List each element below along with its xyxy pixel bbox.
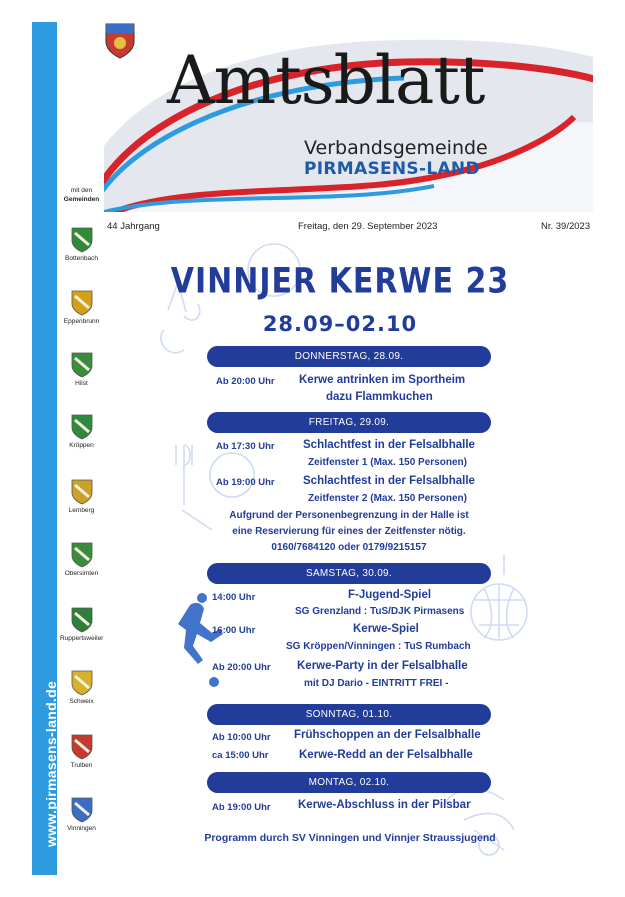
- crest-icon: [71, 227, 93, 253]
- event-saturday-1-line1: F-Jugend-Spiel: [348, 589, 432, 601]
- municipality-hilst[interactable]: [60, 352, 103, 387]
- time-friday-2: Ab 19:00 Uhr: [216, 477, 275, 488]
- time-sunday-2: ca 15:00 Uhr: [212, 750, 269, 761]
- event-title: VINNJER KERWE 23: [170, 261, 510, 302]
- heading-line1: mit den: [70, 187, 93, 194]
- crest-icon: [71, 479, 93, 505]
- municipality-label: Kröppen: [69, 442, 94, 449]
- event-sunday-1: Frühschoppen an der Felsalbhalle: [294, 729, 481, 741]
- event-saturday-2-line2: SG Kröppen/Vinningen : TuS Rumbach: [286, 641, 471, 652]
- crest-icon: [71, 414, 93, 440]
- municipality-label: Trulben: [70, 762, 93, 769]
- municipality-label: Hilst: [75, 380, 88, 387]
- day-bar-sunday: SONNTAG, 01.10.: [207, 704, 491, 725]
- subtitle-verbandsgemeinde: Verbandsgemeinde: [304, 137, 488, 159]
- time-saturday-1: 14:00 Uhr: [212, 592, 256, 603]
- event-friday-2-line2: Zeitfenster 2 (Max. 150 Personen): [308, 493, 467, 504]
- event-dates: 28.09–02.10: [262, 312, 418, 336]
- time-saturday-3: Ab 20:00 Uhr: [212, 662, 271, 673]
- time-monday-1: Ab 19:00 Uhr: [212, 802, 271, 813]
- municipalities-heading: [60, 186, 103, 204]
- municipality-label: Obersimten: [64, 570, 99, 577]
- crest-icon: [71, 542, 93, 568]
- municipality-label: Schweix: [69, 698, 94, 705]
- day-bar-saturday: SAMSTAG, 30.09.: [207, 563, 491, 584]
- municipality-lemberg[interactable]: [60, 479, 103, 514]
- issue-number: Nr. 39/2023: [541, 221, 591, 232]
- event-friday-1-line2: Zeitfenster 1 (Max. 150 Personen): [308, 457, 467, 468]
- municipality-eppenbrunn[interactable]: [60, 290, 103, 325]
- municipality-label: Eppenbrunn: [63, 318, 100, 325]
- municipality-trulben[interactable]: [60, 734, 103, 769]
- municipality-label: Ruppertsweiler: [60, 635, 104, 642]
- municipalities-column: [60, 22, 103, 875]
- day-bar-monday: MONTAG, 02.10.: [207, 772, 491, 793]
- masthead: [104, 22, 593, 212]
- crest-icon: [71, 797, 93, 823]
- subtitle-pirmasens-land: PIRMASENS-LAND: [304, 159, 480, 179]
- event-thursday-line1: Kerwe antrinken im Sportheim: [299, 374, 466, 386]
- event-saturday-3-line1: Kerwe-Party in der Felsalbhalle: [297, 660, 468, 672]
- event-saturday-2-line1: Kerwe-Spiel: [353, 623, 419, 635]
- crest-icon: [71, 290, 93, 316]
- time-friday-1: Ab 17:30 Uhr: [216, 441, 275, 452]
- website-url[interactable]: [32, 22, 57, 875]
- municipality-ruppertsweiler[interactable]: [60, 607, 103, 642]
- event-sunday-2: Kerwe-Redd an der Felsalbhalle: [299, 749, 473, 761]
- time-saturday-2: 16:00 Uhr: [212, 625, 256, 636]
- time-thursday: Ab 20:00 Uhr: [216, 376, 275, 387]
- municipality-bottenbach[interactable]: [60, 227, 103, 262]
- municipality-obersimten[interactable]: [60, 542, 103, 577]
- day-bar-thursday: DONNERSTAG, 28.09.: [207, 346, 491, 367]
- day-bar-friday: FREITAG, 29.09.: [207, 412, 491, 433]
- reservation-phone: 0160/7684120 oder 0179/9215157: [271, 542, 427, 553]
- event-saturday-3-line2: mit DJ Dario - EINTRITT FREI -: [304, 678, 449, 689]
- municipality-label: Vinningen: [67, 825, 96, 832]
- website-url-text: www.pirmasens-land.de: [42, 680, 59, 847]
- municipality-kröppen[interactable]: [60, 414, 103, 449]
- reservation-note-line2: eine Reservierung für eines der Zeitfenster nötig.: [232, 526, 466, 537]
- event-monday-1: Kerwe-Abschluss in der Pilsbar: [298, 799, 471, 811]
- event-thursday-line2: dazu Flammkuchen: [326, 391, 433, 403]
- volume-label: 44 Jahrgang: [107, 221, 160, 232]
- event-friday-1-line1: Schlachtfest in der Felsalbhalle: [303, 439, 475, 451]
- crest-icon: [71, 607, 93, 633]
- reservation-note-line1: Aufgrund der Personenbegrenzung in der Halle ist: [229, 510, 469, 521]
- event-friday-2-line1: Schlachtfest in der Felsalbhalle: [303, 475, 475, 487]
- crest-icon: [71, 734, 93, 760]
- heading-line2: Gemeinden: [63, 196, 100, 203]
- crest-icon: [71, 352, 93, 378]
- event-saturday-1-line2: SG Grenzland : TuS/DJK Pirmasens: [295, 606, 465, 617]
- municipality-label: Bottenbach: [65, 255, 98, 262]
- publication-title: Amtsblatt: [167, 42, 485, 119]
- issue-date: Freitag, den 29. September 2023: [298, 221, 438, 232]
- time-sunday-1: Ab 10:00 Uhr: [212, 732, 271, 743]
- crest-icon: [71, 670, 93, 696]
- municipality-schweix[interactable]: [60, 670, 103, 705]
- organizer-footer: Programm durch SV Vinningen und Vinnjer Straussjugend: [204, 832, 496, 844]
- municipality-vinningen[interactable]: [60, 797, 103, 832]
- vg-crest-icon: [104, 22, 136, 60]
- municipality-label: Lemberg: [68, 507, 95, 514]
